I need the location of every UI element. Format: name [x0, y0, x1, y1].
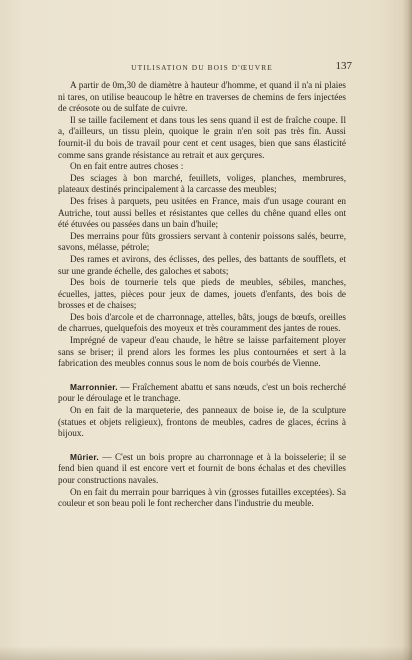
running-head: UTILISATION DU BOIS D'ŒUVRE	[131, 63, 273, 72]
page-edge-shadow	[402, 0, 412, 660]
paragraph: A partir de 0m,30 de diamètre à hauteur d'homme, et quand il n'a ni plaies ni tares, on utilise beaucoup le hêtre en traverses de chemins de fers injectées de créosote ou de sulfate de cuivre.	[58, 80, 346, 114]
body-text	[58, 80, 346, 510]
entry-murier	[58, 452, 346, 487]
paragraph: Imprégné de vapeur d'eau chaude, le hêtre se laisse parfaitement ployer sans se briser; il prend alors les formes les plus contournées et sert à la fabrication des meubles connus sous le nom de bois courbés de Vienne.	[58, 335, 346, 369]
page-bottom-shadow	[0, 646, 412, 660]
paragraph: Des sciages à bon marché, feuillets, voliges, planches, membrures, plateaux destinés principalement à la carcasse des meubles;	[58, 172, 346, 195]
paragraph: Il se taille facilement et dans tous les sens quand il est de fraîche coupe. Il a, d'ailleurs, un tissu plein, quoique le grain n'en soit pas très fin. Aussi fournit-il du bois de travail pour cent et cent usages, bien que sans élasticité comme sans grande résistance au retrait et aux gerçures.	[58, 114, 346, 160]
paragraph: Des bois de tournerie tels que pieds de meubles, sébiles, manches, écuelles, jattes, pièces pour jeux de dames, jouets d'enfants, des bois de brosses et de chaises;	[58, 277, 346, 311]
paragraph: Des frises à parquets, peu usitées en France, mais d'un usage courant en Autriche, tout aussi belles et résistantes que celles du chêne quand elles ont été étuvées ou passées dans un bain d'huile;	[58, 195, 346, 230]
paragraph: On en fait du merrain pour barriques à vin (grosses futailles exceptées). Sa couleur et son beau poli le font rechercher dans l'industrie du meuble.	[58, 486, 346, 509]
entry-marronnier	[58, 382, 346, 405]
page-number: 137	[335, 60, 352, 72]
paragraph: Des rames et avirons, des éclisses, des pelles, des battants de soufflets, et sur une grande échelle, des galoches et sabots;	[58, 253, 346, 276]
paragraph: Des bois d'arcole et de charronnage, attelles, bâts, jougs de bœufs, oreilles de charrues, quelquefois des moyeux et très couramment des jantes de roues.	[58, 311, 346, 334]
entry-text: — C'est un bois propre au charronnage et à la boisselerie; il se fend bien quand il est encore vert et fournit de bons échalas et des chevilles pour constructions navales.	[58, 451, 346, 485]
paragraph: Des merrains pour fûts grossiers servant à contenir poissons salés, beurre, savons, mélasse, pétrole;	[58, 230, 346, 253]
paragraph: On en fait entre autres choses :	[70, 161, 184, 172]
entry-title: Mûrier.	[70, 451, 99, 462]
paragraph: On en fait de la marqueterie, des panneaux de boise ie, de la sculpture (statues et objets religieux), frontons de meubles, cadres de glaces, écrins à bijoux.	[58, 405, 346, 439]
entry-title: Marronnier.	[70, 381, 118, 392]
entry-text: — Fraîchement abattu et sans nœuds, c'est un bois recherché pour le déroulage et le tranchage.	[58, 381, 346, 404]
